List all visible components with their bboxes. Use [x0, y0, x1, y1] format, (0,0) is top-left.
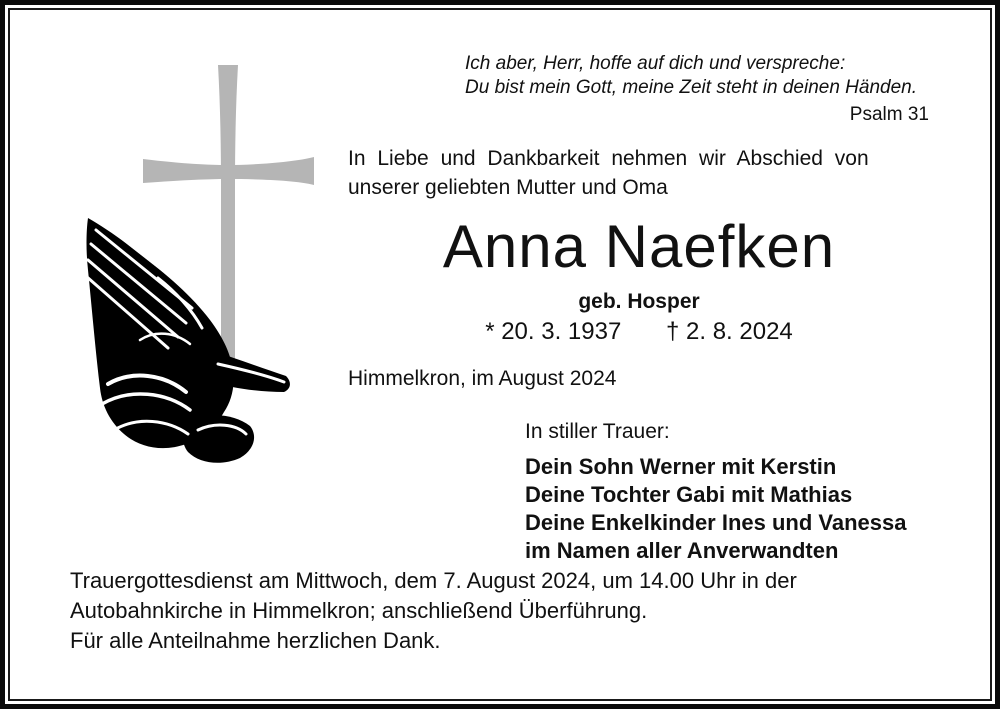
place-dateline: Himmelkron, im August 2024	[348, 367, 617, 390]
service-info	[70, 566, 797, 626]
intro-line2: unserer geliebten Mutter und Oma	[348, 176, 668, 199]
mourner-line: im Namen aller Anverwandten	[525, 538, 839, 563]
intro-line1: In Liebe und Dankbarkeit nehmen wir Abschied von	[348, 147, 869, 170]
service-line1: Trauergottesdienst am Mittwoch, dem 7. August 2024, um 14.00 Uhr in der	[70, 568, 797, 593]
service-line2: Autobahnkirche in Himmelkron; anschließend Überführung.	[70, 598, 648, 623]
mourner-line: Dein Sohn Werner mit Kerstin	[525, 454, 837, 479]
maiden-name: geb. Hosper	[578, 290, 700, 313]
life-dates	[348, 318, 930, 346]
mourner-line: Deine Enkelkinder Ines und Vanessa	[525, 510, 907, 535]
praying-hands-icon	[87, 218, 290, 463]
deceased-name: Anna Naefken	[442, 213, 836, 280]
scripture-line2: Du bist mein Gott, meine Zeit steht in deinen Händen.	[465, 77, 918, 98]
intro-text	[348, 144, 928, 202]
scripture-source: Psalm 31	[849, 104, 929, 125]
inner-border-frame	[8, 8, 992, 701]
death-date: † 2. 8. 2024	[666, 318, 793, 345]
mourner-line: Deine Tochter Gabi mit Mathias	[525, 482, 853, 507]
mourning-block	[525, 420, 907, 565]
cross-and-praying-hands-artwork	[40, 40, 340, 480]
thanks-line: Für alle Anteilnahme herzlichen Dank.	[70, 628, 441, 653]
scripture-quote	[465, 52, 929, 127]
mourning-label: In stiller Trauer:	[525, 420, 670, 443]
scripture-line1: Ich aber, Herr, hoffe auf dich und verspreche:	[465, 53, 846, 74]
birth-date: * 20. 3. 1937	[485, 318, 622, 345]
